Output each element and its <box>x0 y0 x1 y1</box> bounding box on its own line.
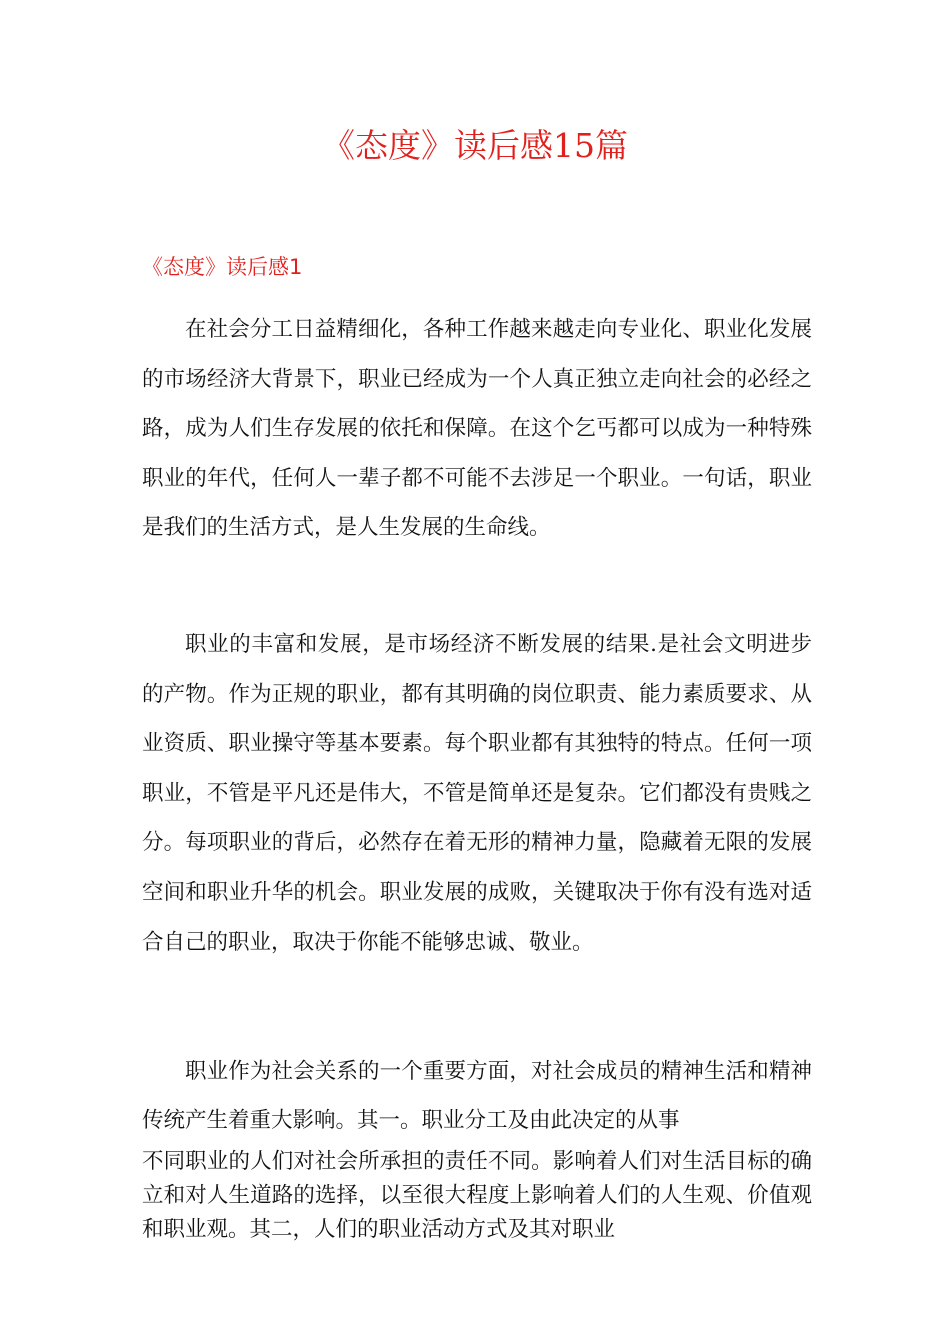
paragraph-3-part-a: 职业作为社会关系的一个重要方面，对社会成员的精神生活和精神传统产生着重大影响。其一。职业分工及由此决定的从事 <box>142 1059 812 1133</box>
section-heading: 《态度》读后感1 <box>142 255 303 279</box>
paragraph-1: 在社会分工日益精细化，各种工作越来越走向专业化、职业化发展的市场经济大背景下，职业已经成为一个人真正独立走向社会的必经之路，成为人们生存发展的依托和保障。在这个乞丐都可以成为一种特殊职业的年代，任何人一辈子都不可能不去涉足一个职业。一句话，职业是我们的生活方式，是人生发展的生命线。 <box>142 317 812 541</box>
document-title: 《态度》读后感15篇 <box>322 126 628 165</box>
paragraph-3-part-b: 不同职业的人们对社会所承担的责任不同。影响着人们对生活目标的确立和对人生道路的选择，以至很大程度上影响着人们的人生观、价值观和职业观。其二，人们的职业活动方式及其对职业 <box>142 1149 812 1242</box>
paragraph-3 <box>142 1047 812 1247</box>
paragraph-2: 职业的丰富和发展，是市场经济不断发展的结果.是社会文明进步的产物。作为正规的职业，都有其明确的岗位职责、能力素质要求、从业资质、职业操守等基本要素。每个职业都有其独特的特点。任何一项职业，不管是平凡还是伟大，不管是简单还是复杂。它们都没有贵贱之分。每项职业的背后，必然存在着无形的精神力量，隐藏着无限的发展空间和职业升华的机会。职业发展的成败，关键取决于你有没有选对适合自己的职业，取决于你能不能够忠诚、敬业。 <box>142 632 812 955</box>
